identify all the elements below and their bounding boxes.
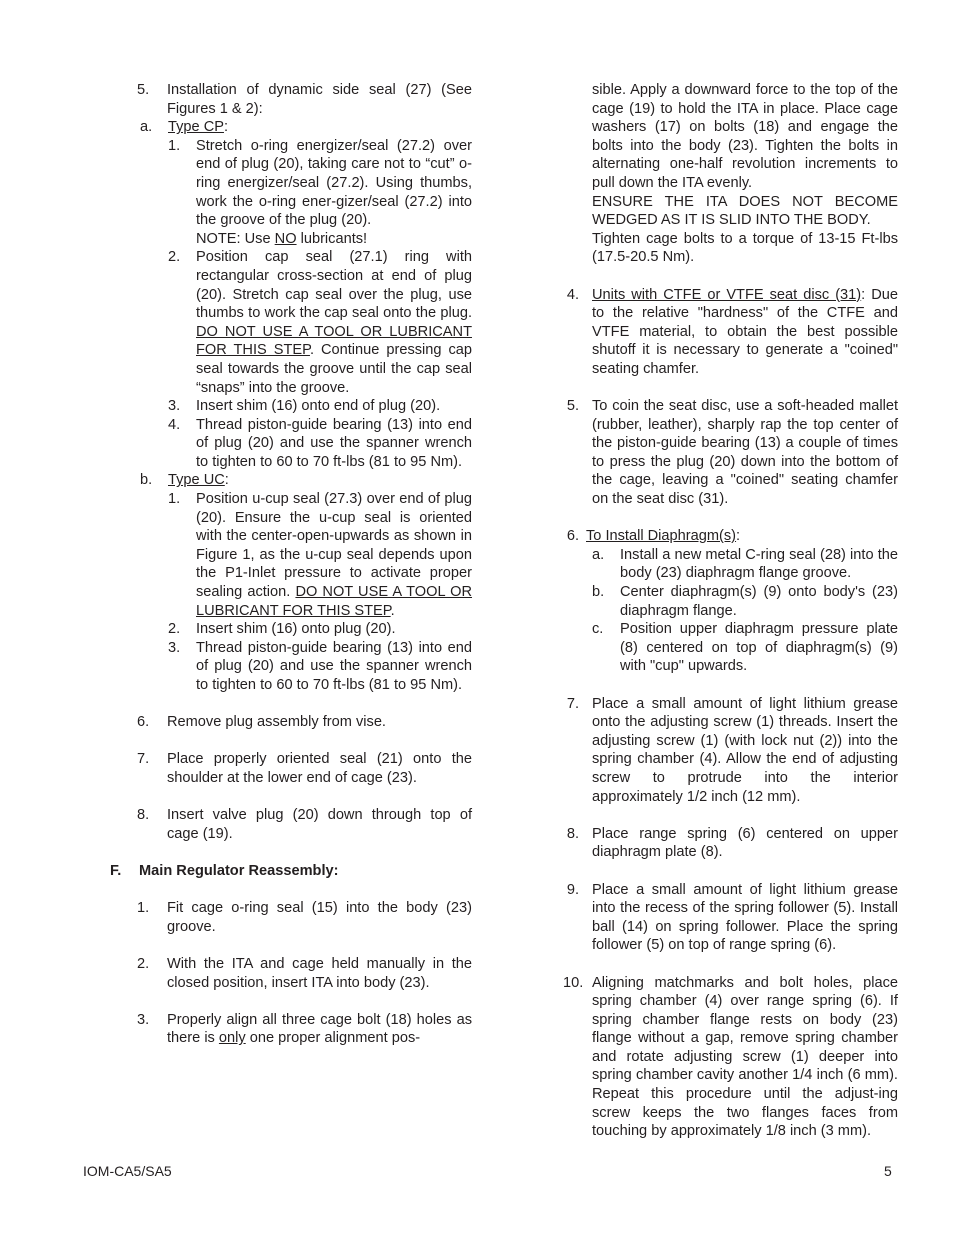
step-number: 6. [566, 528, 579, 545]
spacer [563, 676, 898, 695]
step-number: 3. [168, 639, 181, 656]
substep-title: Type CP: [168, 119, 229, 136]
step-text: With the ITA and cage held manually in the closed position, insert ITA into body (23). [167, 955, 472, 991]
step-text: sible. Apply a downward force to the top of the cage (19) to hold the ITA in place. Place cage washers (17) on bolts (18) and engage the bolts into the body (23). Tighten the bolts in alternating one-half revolution increments to pull down the ITA evenly. [592, 82, 898, 191]
step-number: 5. [566, 398, 579, 415]
spacer [110, 695, 472, 714]
diaphragm-substep-a [586, 546, 898, 583]
step-text: Insert shim (16) onto plug (20). [196, 621, 396, 638]
step-8-range-spring [563, 825, 898, 862]
step-10-spring-chamber [563, 974, 898, 1141]
lubricant-note: NOTE: Use NO lubricants! [196, 230, 368, 247]
section-f-heading [110, 862, 472, 881]
step-number: 2. [168, 621, 181, 638]
uc-step-2 [168, 620, 472, 639]
step-text: Place range spring (6) centered on upper diaphragm plate (8). [592, 825, 898, 861]
torque-text: Tighten cage bolts to a torque of 13-15 Ft-lbs (17.5-20.5 Nm). [592, 230, 898, 266]
step-text: Stretch o-ring energizer/seal (27.2) over end of plug (20), taking care not to “cut” o-ring energizer/seal (27.2). Using thumbs, work the o-ring ener-gizer/seal (27.2) into the groove of the plug (20). [196, 137, 472, 229]
step-4-ctfe-vtfe [563, 286, 898, 379]
step-text: Units with CTFE or VTFE seat disc (31): Due to the relative "hardness" of the CTFE and VTFE material, to obtain the best possible shutoff it is necessary to generate a "coined" seating chamfer. [592, 286, 898, 377]
step-text: Insert shim (16) onto end of plug (20). [196, 398, 441, 415]
step-number: 1. [168, 137, 181, 154]
page-number: 5 [884, 1163, 892, 1179]
step-text: Properly align all three cage bolt (18) holes as there is only one proper alignment pos- [167, 1011, 472, 1047]
step-text: Fit cage o-ring seal (15) into the body (23) groove. [167, 900, 472, 935]
step-text: Thread piston-guide bearing (13) into end of plug (20) and use the spanner wrench to tighten to 60 to 70 ft-lbs (81 to 95 Nm). [196, 639, 472, 693]
step-number: 2. [137, 955, 150, 972]
step-6-remove-plug [110, 713, 472, 732]
spacer [110, 881, 472, 900]
step-number: 6. [137, 714, 150, 731]
diaphragm-substep-c [586, 620, 898, 676]
step-title: To Install Diaphragm(s): [586, 528, 741, 545]
section-title: Main Regulator Reassembly: [139, 862, 339, 879]
step-f3-continued [563, 81, 898, 267]
step-text: Insert valve plug (20) down through top of cage (19). [167, 807, 472, 842]
step-text: Place a small amount of light lithium grease into the recess of the spring follower (5). Install ball (14) on spring follower. Place the spring follower (5) on top of range spring (6). [592, 881, 898, 954]
cp-step-4 [168, 416, 472, 472]
caution-text: ENSURE THE ITA DOES NOT BECOME WEDGED AS IT IS SLID INTO THE BODY. [592, 193, 898, 229]
step-text: Place properly oriented seal (21) onto the shoulder at the lower end of cage (23). [167, 751, 472, 786]
substep-letter: c. [592, 621, 604, 638]
document-id: IOM-CA5/SA5 [83, 1163, 172, 1179]
step-text: Place a small amount of light lithium grease onto the adjusting screw (1) threads. Insert the adjusting screw (1) (with lock nut (2)) into the spring chamber (4). Allow the end of adjusting screw to protrude into the interior approximately 1/2 inch (12 mm). [592, 695, 898, 805]
step-number: 7. [137, 751, 150, 768]
substep-a-type-cp [140, 118, 472, 471]
substep-text: Install a new metal C-ring seal (28) into the body (23) diaphragm flange groove. [620, 546, 898, 582]
substep-text: Center diaphragm(s) (9) onto body's (23) diaphragm flange. [620, 584, 898, 619]
step-f3-align-bolts [110, 1011, 472, 1048]
step-text: Thread piston-guide bearing (13) into end of plug (20) and use the spanner wrench to tighten to 60 to 70 ft-lbs (81 to 95 Nm). [196, 416, 472, 470]
step-5-coin-seat [563, 397, 898, 509]
step-6-install-diaphragm [563, 527, 898, 676]
substep-letter: a. [592, 546, 605, 563]
step-number: 4. [168, 416, 181, 433]
step-number: 8. [566, 825, 579, 842]
spacer [110, 936, 472, 955]
step-7-adjusting-screw [563, 695, 898, 807]
step-number: 4. [566, 286, 579, 303]
substep-letter: b. [592, 584, 605, 601]
spacer [110, 788, 472, 807]
spacer [563, 509, 898, 528]
step-text: Position cap seal (27.1) ring with rectangular cross-section at end of plug (20). Stretch cap seal over the plug, use thumbs to work the cap seal onto the plug. DO NOT USE A TOOL OR LUBRICANT FOR THIS STEP. Continue pressing cap seal towards the groove until the cap seal “snaps” into the groove. [196, 249, 472, 396]
step-text: Aligning matchmarks and bolt holes, place spring chamber (4) over range spring (6). If spring chamber flange rests on body (23) flange without a gap, remove spring chamber and rotate adjusting screw (1) deeper into spring chamber cavity another 1/4 inch (6 mm). Repeat this procedure until the adjust-ing screw keeps the two flanges faces from touching by approximately 1/8 inch (3 mm). [592, 974, 898, 1140]
spacer [563, 379, 898, 398]
spacer [563, 862, 898, 881]
step-number: 3. [137, 1011, 150, 1028]
step-5-installation-dynamic-seal [110, 81, 472, 695]
right-column [563, 81, 898, 1141]
diaphragm-substep-b [586, 583, 898, 620]
step-number: 2. [168, 249, 181, 266]
step-text: To coin the seat disc, use a soft-headed mallet (rubber, leather), sharply rap the top center of the piston-guide bearing (13) a couple of times to press the plug (20) down into the bottom of the cage, leaving a "coined" seating chamfer on the seat disc (31). [592, 398, 898, 508]
step-text: Installation of dynamic side seal (27) (See Figures 1 & 2): [167, 82, 472, 117]
step-number: 1. [137, 900, 150, 917]
step-number: 9. [566, 881, 579, 898]
substep-title: Type UC: [168, 472, 229, 489]
spacer [110, 992, 472, 1011]
substep-letter: b. [140, 472, 153, 489]
uc-step-3 [168, 639, 472, 695]
cp-step-1 [168, 137, 472, 249]
substep-letter: a. [140, 119, 153, 136]
section-letter: F. [110, 862, 122, 879]
spacer [563, 267, 898, 286]
spacer [563, 806, 898, 825]
uc-step-1 [168, 490, 472, 620]
step-text: Position u-cup seal (27.3) over end of plug (20). Ensure the u-cup seal is oriented with the center-open-upwards as shown in Figure 1, as the u-cup seal depends upon the P1-Inlet pressure to activate proper sealing action. DO NOT USE A TOOL OR LUBRICANT FOR THIS STEP. [196, 491, 473, 619]
step-number: 10. [563, 974, 584, 991]
step-f1-cage-seal [110, 899, 472, 936]
step-7-place-seal [110, 750, 472, 787]
step-number: 8. [137, 807, 150, 824]
cp-step-2 [168, 248, 472, 397]
step-f2-insert-ita [110, 955, 472, 992]
spacer [110, 732, 472, 751]
cp-step-3 [168, 397, 472, 416]
step-number: 7. [566, 695, 579, 712]
spacer [563, 955, 898, 974]
spacer [110, 843, 472, 862]
step-9-spring-follower [563, 881, 898, 955]
left-column [110, 81, 472, 1048]
step-number: 5. [137, 82, 150, 98]
step-text: Remove plug assembly from vise. [167, 714, 386, 731]
step-number: 1. [168, 491, 181, 508]
substep-b-type-uc [140, 471, 472, 694]
step-8-insert-plug [110, 806, 472, 843]
step-number: 3. [168, 398, 181, 415]
substep-text: Position upper diaphragm pressure plate (8) centered on top of diaphragm(s) (9) with "cup" upwards. [620, 621, 898, 675]
